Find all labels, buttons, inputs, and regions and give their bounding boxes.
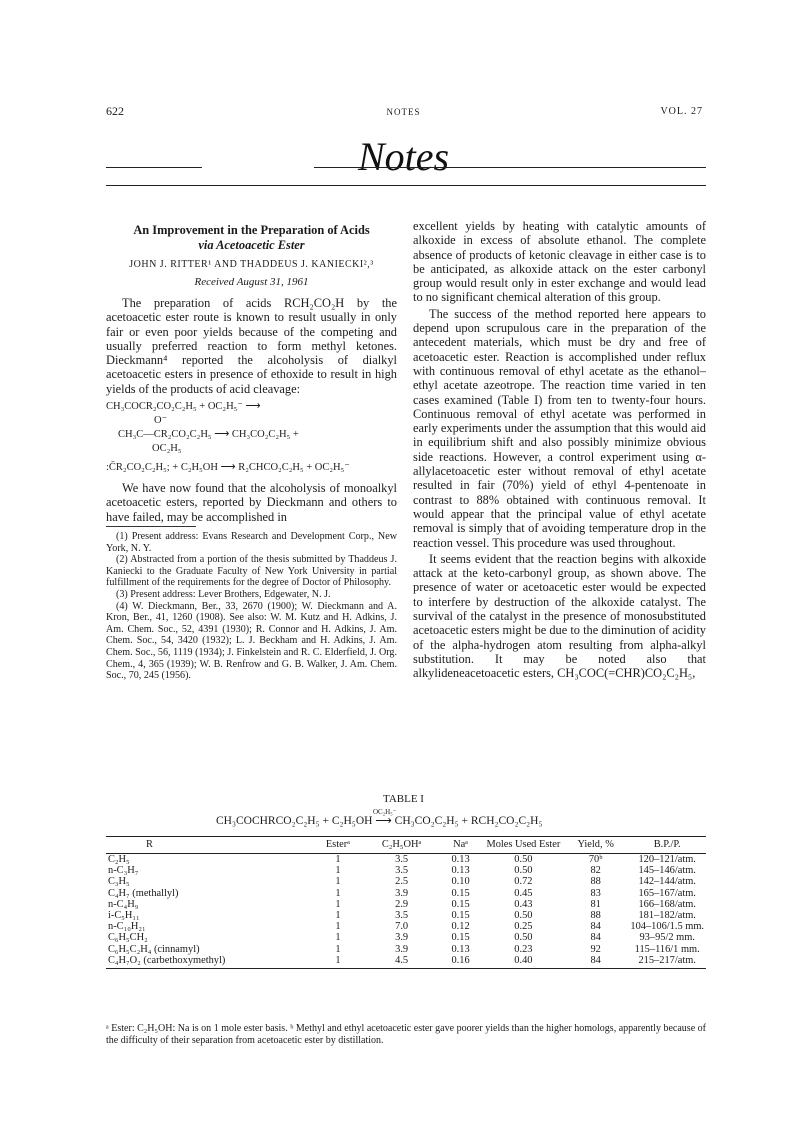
table-cell: 84 [563,955,628,969]
table-cell: C₃H₅ [108,876,130,888]
received-date: Received August 31, 1961 [194,276,309,288]
equation-3: :C̄R₂CO₂C₂H₅; + C₂H₅OH ⟶ R₂CHCO₂C₂H₅ + OC₂H₅⁻ [106,462,350,474]
table-cell: i-C₅H₁₁ [108,910,140,922]
table-cell: 0.43 [514,898,533,910]
table-cell: 0.15 [451,910,470,922]
table-cell: 1 [335,854,341,865]
footnote: (1) Present address: Evans Research and Development Corp., New York, N. Y. [106,530,397,554]
table-cell: 0.25 [514,921,533,933]
table-cell: C₄H₇ (methallyl) [108,887,179,899]
table-cell: 0.13 [451,854,470,865]
table-cell: 1 [335,898,341,910]
column-header: R [106,837,310,854]
column-header: Moles Used Ester [484,837,563,854]
table-cell: 181–182/atm. [638,910,696,922]
table-cell: 2.9 [395,898,409,910]
table-cell: 0.72 [514,876,533,888]
table-cell: 4.5 [366,955,437,969]
table-cell: 84 [590,921,601,933]
table-cell: 92 [590,943,601,955]
table-cell: 7.0 [395,921,409,933]
article-title-line2: via Acetoacetic Ester [198,238,305,252]
page-number: 622 [106,104,124,118]
table-cell: n-C₃H₇ [108,865,139,877]
table-cell: 3.5 [395,865,409,877]
banner-rule-right [314,167,706,168]
column-header: Yield, % [563,837,628,854]
paragraph: We have now found that the alcoholysis of monoalkyl acetoacetic esters, reported by Dieckmann and others to have failed, may be accomplished in [106,481,397,524]
table-cell: C₆H₅CH₂ [108,932,148,944]
paragraph: excellent yields by heating with catalytic amounts of alkoxide in excess of absolute ethanol. The complete absence of products of ketonic cleavage in either case is to be anticipated, as alkoxide attack on the ester carbonyl group would result only in ester exchange and would lead to no significant chemical alteration of this group. [413,219,706,305]
footnote: (3) Present address: Lever Brothers, Edgewater, N. J. [116,588,331,600]
table-cell: 84 [590,932,601,944]
table-row [106,910,706,921]
table-cell: 0.45 [514,887,533,899]
table-cell: 0.12 [451,921,470,933]
table-cell: 142–144/atm. [638,876,696,888]
table-cell: 0.40 [484,955,563,969]
table-cell: 3.9 [395,932,409,944]
table-cell: 0.10 [451,876,470,888]
running-head-section: NOTES [386,107,421,117]
table-cell: 88 [590,910,601,922]
equation-2: CH₃C—CR₂CO₂C₂H₅ ⟶ CH₃CO₂C₂H₅ + [118,429,299,441]
paragraph: It seems evident that the reaction begins with alkoxide attack at the keto-carbonyl group, as shown above. The presence of water or acetoacetic ester would be expected to interfere by destruction of the alkoxide catalyst. The survival of the catalyst in the presence of monosubstituted acetoacetic esters might be due to the diminution of acidity of the alpha-hydrogen atom resulting from alpha-alkyl substitution. It may be noted also that alkylideneacetoacetic esters, CH₃COC(=CHR)CO₂C₂H₅, [413,551,706,681]
table-cell: 2.5 [395,876,409,888]
column-header: Esterᵃ [310,837,366,854]
table-cell: n-C₁₀H₂₁ [108,921,146,933]
table-cell: C₄H₇O₂ (carbethoxymethyl) [106,955,310,969]
table-cell: 0.50 [514,910,533,922]
table-cell: 0.16 [437,955,484,969]
table-cell: 165–167/atm. [638,887,696,899]
article-title-line1: An Improvement in the Preparation of Acids [133,223,370,237]
table-cell: 115–116/1 mm. [634,943,700,955]
table-cell: 3.5 [395,910,409,922]
left-column [106,223,397,682]
table-row [106,888,706,899]
table-cell: 70ᵇ [588,854,603,865]
table-cell: 1 [335,910,341,922]
table-cell: C₂H₅ [108,854,130,865]
data-table [106,836,706,969]
table-reaction: CH₃COCHRCO₂C₂H₅ + C₂H₅OH ⟶ CH₃CO₂C₂H₅ + RCH₂CO₂C₂H₅ [216,815,543,827]
table-cell: 0.15 [451,887,470,899]
volume-label: VOL. 27 [660,106,703,117]
table-cell: 215–217/atm. [628,955,706,969]
paragraph: The preparation of acids RCH₂CO₂H by the acetoacetic ester route is known to result usually in only fair or even poor yields because of the competing and usually preferred reaction to form methyl ketones. Dieckmann⁴ reported the alcoholysis of dialkyl acetoacetic esters in presence of ethoxide to result in high yields of the products of acid cleavage: [106,296,397,396]
table-cell: 166–168/atm. [638,898,696,910]
table-cell: 145–146/atm. [638,865,696,877]
table-cell: 0.23 [514,943,533,955]
table-row [106,932,706,943]
table-cell: 3.9 [395,887,409,899]
table-cell: 120–121/atm. [638,854,696,865]
column-header: B.P./P. [628,837,706,854]
table-cell: 3.9 [395,943,409,955]
authors: JOHN J. RITTER¹ AND THADDEUS J. KANIECKI²,³ [129,259,374,270]
table-cell: n-C₄H₉ [108,898,139,910]
table-cell: 93–95/2 mm. [639,932,695,944]
table-cell: 3.5 [395,854,409,865]
column-header: Naᵃ [437,837,484,854]
table-cell: 104–106/1.5 mm. [630,921,704,933]
table-cell: 0.50 [514,854,533,865]
table-row [106,944,706,955]
table-row [106,955,706,969]
footnote-rule [106,526,196,527]
table-cell: 1 [335,943,341,955]
table-row [106,854,706,866]
right-column [413,219,706,681]
table-cell: C₆H₅C₂H₄ (cinnamyl) [108,943,200,955]
footnote: (4) W. Dieckmann, Ber., 33, 2670 (1900); W. Dieckmann and A. Kron, Ber., 41, 1260 (1908). See also: W. M. Kutz and H. Adkins, J. Am. Chem. Soc., 52, 4391 (1930); R. Connor and H. Adkins, J. Am. Chem. Soc., 54, 3420 (1932); L. J. Beckham and H. Adkins, J. Am. Chem. Soc., 56, 1119 (1934); J. Finkelstein and R. C. Elderfield, J. Org. Chem., 4, 365 (1939); W. B. Renfrow and G. B. Walker, J. Am. Chem. Soc., 70, 245 (1956). [106,600,397,682]
table-cell: 0.15 [451,898,470,910]
table-cell: 1 [335,865,341,877]
table-cell: 1 [335,921,341,933]
footnote: (2) Abstracted from a portion of the thesis submitted by Thaddeus J. Kaniecki to the Graduate Faculty of New York University in partial fulfillment of the requirements for the degree of Doctor of Philosophy. [106,554,397,589]
table-title: TABLE I [383,793,424,805]
table-cell: 0.13 [451,943,470,955]
column-header: C₂H₅OHᵃ [366,837,437,854]
table-cell: 0.15 [451,932,470,944]
table-cell: 0.50 [514,865,533,877]
table-cell: 1 [335,876,341,888]
table-footnote: ᵃ Ester: C₂H₅OH: Na is on 1 mole ester basis. ᵇ Methyl and ethyl acetoacetic ester gave poorer yields than the higher homologs, apparently because of the difficulty of their separation from acetoacetic ester by distillation. [106,1023,706,1046]
banner-rule-bottom [106,185,706,186]
table-row [106,865,706,876]
table-cell: 0.50 [514,932,533,944]
table-cell: 88 [590,876,601,888]
paragraph: The success of the method reported here appears to depend upon scrupulous care in the preparation of the antecedent materials, which must be dry and free of acetoacetic ester. Reaction is accomplished under reflux with continuous removal of ethyl acetate as the ethanol–ethyl acetate azeotrope. The reaction time varied in ten cases examined (Table I) from ten to twenty-four hours. Continuous removal of ethyl acetate was performed in early experiments under the assumption that this would aid in equilibrium shift and also possibly minimize obvious side reactions. However, a control experiment using α-allylacetoacetic ester without removal of ethyl acetate resulted in fair (70%) yield of ethyl 4-pentenoate in contrast to 88% obtained with continuous removal. It would appear that the principal value of ethyl acetate removal is simply that of avoiding temperature drop in the reaction vessel. This procedure was used throughout. [413,306,706,550]
section-title: Notes [357,134,450,179]
table-row [106,899,706,910]
table-cell: 1 [310,955,366,969]
table-cell: 81 [590,898,601,910]
article-title [106,223,397,253]
equation-2-bottom: OC₂H₅ [152,443,182,455]
table-cell: 1 [335,887,341,899]
table-cell: 0.13 [451,865,470,877]
table-row [106,921,706,932]
equation-1: CH₃COCR₂CO₂C₂H₅ + OC₂H₅⁻ ⟶ [106,401,261,413]
reaction-catalyst: OC₂H₅⁻ [373,808,397,816]
table-cell: 83 [590,887,601,899]
table-row [106,876,706,887]
table-cell: 82 [590,865,601,877]
table-cell: 1 [335,932,341,944]
equation-2-top: O⁻ [154,415,168,427]
